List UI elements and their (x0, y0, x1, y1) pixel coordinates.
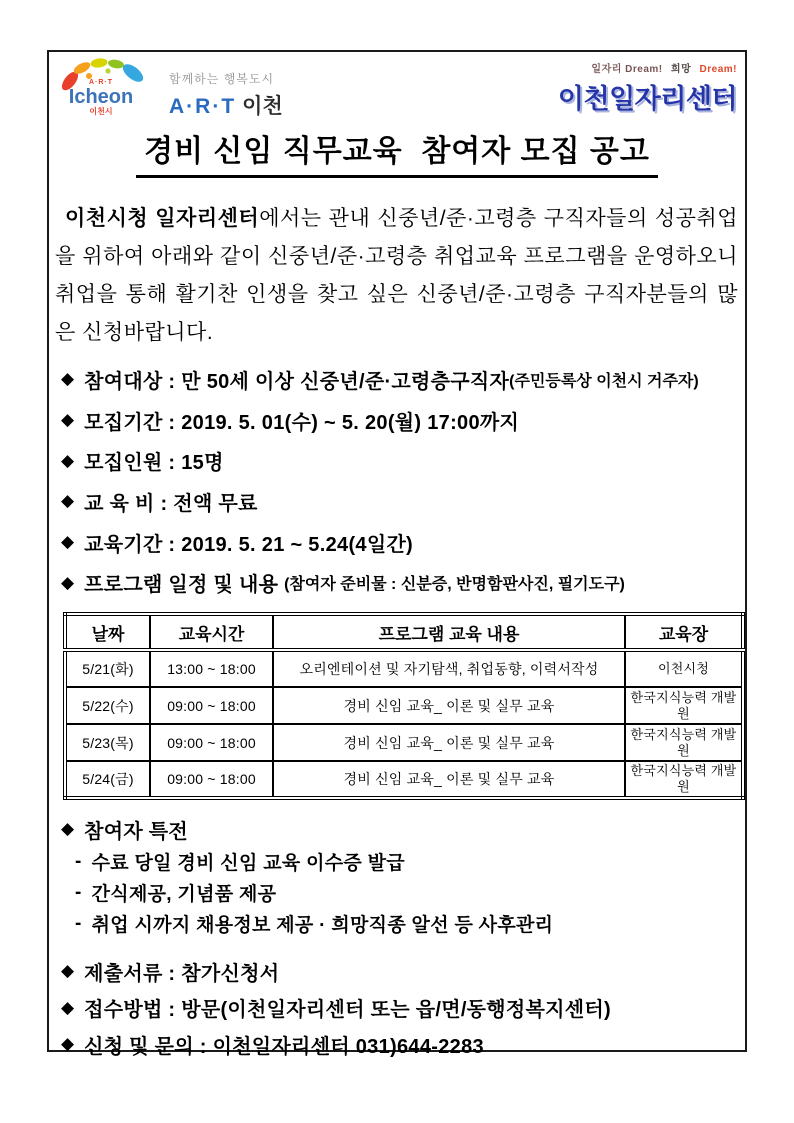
bullet-main: 접수방법 : 방문(이천일자리센터 또는 읍/면/동행정복지센터) (84, 999, 611, 1022)
cell-content: 오리엔테이션 및 자기탐색, 취업동향, 이력서작성 (273, 650, 625, 687)
bullet-main: 교육기간 : 2019. 5. 21 ~ 5.24(4일간) (84, 533, 414, 556)
benefits-title-line (61, 812, 741, 846)
bullet-training-period (61, 522, 743, 563)
benefit-item (75, 908, 741, 939)
bullet-participants (61, 359, 743, 400)
cell-site: 한국지식능력 개발원 (625, 724, 743, 761)
logo-city-text: 이천시 (89, 107, 113, 116)
header (59, 56, 737, 126)
bullet-documents (61, 953, 743, 990)
intro-paragraph (55, 200, 738, 352)
table-header-row (65, 614, 743, 650)
bullet-main: 프로그램 일정 및 내용 (84, 574, 285, 597)
cell-time: 09:00 ~ 18:00 (150, 687, 273, 724)
diamond-icon: ◆ (61, 532, 75, 552)
diamond-icon: ◆ (61, 410, 75, 430)
diamond-icon: ◆ (61, 369, 75, 389)
benefit-item (75, 877, 741, 908)
slogan-part-2: 희망 (670, 64, 692, 75)
cell-date: 5/21(화) (65, 650, 150, 687)
bullet-main: 모집기간 : 2019. 5. 01(수) ~ 5. 20(월) 17:00까지 (84, 411, 520, 434)
col-header-site: 교육장 (625, 614, 743, 650)
bullet-fee (61, 481, 743, 522)
intro-body: 에서는 관내 신중년/준·고령층 구직자들의 성공취업을 위하여 아래와 같이 신중년/준·고령층 취업교육 프로그램을 운영하오니 취업을 통해 활기찬 인생을 찾고 싶은 신중년/준·고령층 구직자분들의 많은 신청바랍니다. (55, 207, 738, 344)
dash-icon: - (75, 881, 82, 903)
benefit-text: 취업 시까지 채용정보 제공 · 희망직종 알선 등 사후관리 (91, 915, 554, 936)
benefits-title: 참여자 특전 (84, 820, 189, 843)
city-tagline (169, 70, 283, 126)
tagline-city-text: 이천 (242, 93, 283, 118)
col-header-date: 날짜 (65, 614, 150, 650)
table-row (65, 687, 743, 724)
job-center-title: 이천일자리센터 (557, 84, 737, 114)
bullet-main: 모집인원 : 15명 (84, 452, 224, 475)
cell-content: 경비 신임 교육_ 이론 및 실무 교육 (273, 724, 625, 761)
bullet-main: 제출서류 : 참가신청서 (84, 962, 280, 985)
cell-date: 5/24(금) (65, 761, 150, 798)
schedule-table (63, 612, 745, 800)
benefit-item (75, 846, 741, 877)
logo-icheon-text: Icheon (68, 86, 134, 108)
col-header-time: 교육시간 (150, 614, 273, 650)
table-row (65, 761, 743, 798)
bullet-small: (주민등록상 이천시 거주자) (509, 372, 699, 390)
table-row (65, 650, 743, 687)
brush-stroke-green (107, 58, 124, 69)
tagline-text: 함께하는 행복도시 (169, 72, 275, 86)
dash-icon: - (75, 912, 82, 934)
intro-lead: 이천시청 일자리센터 (65, 207, 260, 230)
diamond-icon: ◆ (61, 572, 75, 592)
cell-date: 5/22(수) (65, 687, 150, 724)
diamond-icon: ◆ (61, 819, 75, 838)
brush-stroke-yellow (90, 57, 108, 68)
bullet-apply-method (61, 990, 743, 1027)
table-row (65, 724, 743, 761)
icheon-city-logo (59, 56, 149, 122)
diamond-icon: ◆ (61, 997, 75, 1017)
bullet-small: (참여자 준비물 : 신분증, 반명함판사진, 필기도구) (284, 576, 625, 594)
bullet-contact (61, 1026, 743, 1063)
slogan-part-3: Dream! (699, 64, 737, 75)
cell-date: 5/23(목) (65, 724, 150, 761)
bullet-main: 신청 및 문의 : 이천일자리센터 031)644-2283 (84, 1035, 484, 1058)
cell-time: 09:00 ~ 18:00 (150, 724, 273, 761)
cell-site: 한국지식능력 개발원 (625, 687, 743, 724)
bullet-main: 교 육 비 : 전액 무료 (84, 492, 258, 515)
tagline-art-text: A·R·T (169, 95, 237, 118)
slogan-part-1: 일자리 Dream! (591, 64, 663, 75)
brush-dot-lightgreen (105, 68, 110, 73)
cell-site: 한국지식능력 개발원 (625, 761, 743, 798)
diamond-icon: ◆ (61, 1034, 75, 1054)
title-row (49, 126, 745, 178)
bullet-main: 참여대상 : 만 50세 이상 신중년/준·고령층구직자 (84, 370, 510, 393)
benefit-text: 간식제공, 기념품 제공 (91, 884, 277, 905)
job-center-logo (558, 60, 737, 126)
diamond-icon: ◆ (61, 961, 75, 981)
schedule-table-wrap (63, 612, 745, 800)
page-title: 경비 신임 직무교육 참여자 모집 공고 (136, 126, 658, 178)
cell-content: 경비 신임 교육_ 이론 및 실무 교육 (273, 687, 625, 724)
cell-content: 경비 신임 교육_ 이론 및 실무 교육 (273, 761, 625, 798)
col-header-content: 프로그램 교육 내용 (273, 614, 625, 650)
bullet-headcount (61, 440, 743, 481)
cell-site: 이천시청 (625, 650, 743, 687)
bullet-program-schedule (61, 562, 743, 603)
diamond-icon: ◆ (61, 491, 75, 511)
benefit-text: 수료 당일 경비 신임 교육 이수증 발급 (91, 853, 405, 874)
diamond-icon: ◆ (61, 450, 75, 470)
header-spacer (283, 56, 558, 126)
info-bullets (61, 359, 743, 603)
cell-time: 13:00 ~ 18:00 (150, 650, 273, 687)
footer-section (61, 953, 743, 1063)
job-center-slogan (558, 60, 737, 75)
dash-icon: - (75, 850, 82, 872)
logo-art-text: A·R·T (88, 79, 114, 86)
benefits-section (61, 812, 741, 939)
bullet-recruit-period (61, 400, 743, 441)
document-border-box (47, 50, 747, 1058)
cell-time: 09:00 ~ 18:00 (150, 761, 273, 798)
tagline-brand (169, 90, 283, 120)
